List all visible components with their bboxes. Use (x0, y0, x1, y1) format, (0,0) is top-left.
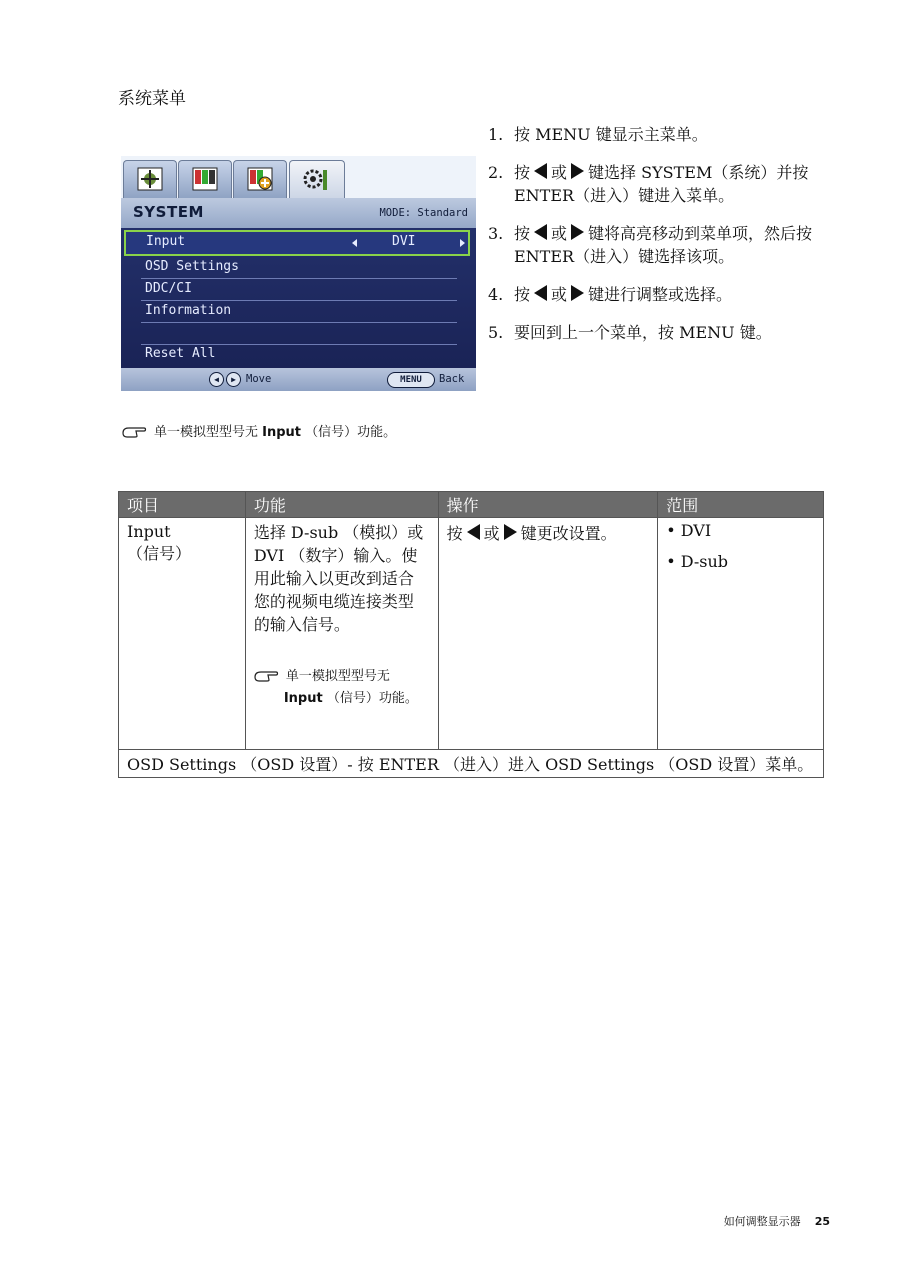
picture-icon (192, 167, 218, 191)
step-1 (488, 123, 833, 146)
step-text: 键进行调整或选择。 (588, 285, 733, 304)
table-header-row (119, 492, 824, 518)
step-text: 按 (514, 163, 531, 182)
osd-item-information (125, 300, 455, 322)
step-4 (488, 283, 833, 306)
left-triangle-icon (534, 224, 547, 240)
pointing-hand-icon (254, 668, 280, 682)
osd-item-label: Information (145, 303, 232, 318)
step-number: 2. (488, 163, 504, 182)
note (122, 421, 396, 440)
left-triangle-icon (467, 524, 480, 540)
osd-footer-move: Move (246, 373, 272, 385)
step-text: 按 (514, 224, 531, 243)
step-text: 或 (551, 163, 568, 182)
note-text: 单一模拟型型号无 (285, 669, 390, 684)
note-text: （信号）功能。 (301, 425, 397, 440)
osd-tab-picture-advanced (233, 160, 287, 198)
osd-item-label: Input (146, 234, 186, 249)
operation-text: 或 (483, 524, 500, 543)
pointing-hand-icon (122, 424, 148, 438)
right-button-icon: ▶ (226, 372, 241, 387)
step-text: 键选择 SYSTEM（系统）并按 ENTER（进入）键进入菜单。 (514, 163, 809, 205)
osd-item-ddc-ci (125, 278, 455, 300)
note-bold: Input (262, 425, 302, 440)
left-button-icon: ◀ (209, 372, 224, 387)
osd-tab-picture (178, 160, 232, 198)
step-text: 或 (551, 224, 568, 243)
osd-tab-system (289, 160, 345, 198)
range-cell (658, 518, 824, 750)
settings-table (118, 491, 824, 778)
right-arrow-icon (460, 239, 465, 247)
step-text: 键将高亮移动到菜单项，然后按 ENTER（进入）键选择该项。 (514, 224, 813, 266)
operation-cell (438, 518, 658, 750)
column-header: 功能 (245, 492, 438, 518)
osd-tab-display (123, 160, 177, 198)
menu-button-icon: MENU (387, 372, 435, 388)
table-row (119, 750, 824, 778)
left-triangle-icon (534, 285, 547, 301)
left-triangle-icon (534, 163, 547, 179)
steps-list (488, 123, 833, 359)
step-text: 按 (514, 285, 531, 304)
range-item: • D-sub (666, 552, 729, 571)
right-triangle-icon (504, 524, 517, 540)
operation-text: 按 (446, 524, 463, 543)
operation-text: 键更改设置。 (520, 524, 617, 543)
osd-item-label: DDC/CI (145, 281, 192, 296)
right-triangle-icon (571, 285, 584, 301)
osd-settings-text: OSD Settings （OSD 设置）- 按 ENTER （进入）进入 OSD Settings （OSD 设置）菜单。 (127, 755, 814, 774)
function-cell (245, 518, 438, 750)
footer-label: 如何调整显示器 (723, 1215, 801, 1228)
picture-advanced-icon (247, 167, 273, 191)
osd-item-label: OSD Settings (145, 259, 239, 274)
step-number: 1. (488, 125, 504, 144)
step-2 (488, 161, 833, 207)
page-number: 25 (814, 1215, 830, 1228)
column-header: 项目 (119, 492, 246, 518)
gear-icon (303, 167, 329, 191)
function-text: 选择 D-sub （模拟）或 DVI （数字）输入。使用此输入以更改到适合您的视频电缆连接类型的输入信号。 (253, 523, 424, 634)
osd-item-reset-all (125, 343, 455, 365)
step-number: 4. (488, 285, 504, 304)
column-header: 范围 (658, 492, 824, 518)
osd-list (121, 228, 476, 368)
note-bold: Input (283, 691, 323, 706)
right-triangle-icon (571, 163, 584, 179)
osd-header (121, 198, 476, 228)
step-3 (488, 222, 833, 268)
step-text: 要回到上一个菜单，按 MENU 键。 (514, 323, 772, 342)
osd-item-blank (125, 322, 455, 344)
step-text: 或 (551, 285, 568, 304)
osd-settings-row (119, 750, 824, 778)
left-arrow-icon (352, 239, 357, 247)
osd-item-label: Reset All (145, 346, 216, 361)
osd-footer-back: Back (439, 373, 465, 385)
step-number: 5. (488, 323, 504, 342)
step-text: 按 MENU 键显示主菜单。 (514, 125, 708, 144)
column-header: 操作 (438, 492, 658, 518)
osd-item-value: DVI (392, 234, 416, 249)
osd-item-input (124, 230, 470, 256)
note-text: 单一模拟型型号无 (154, 425, 263, 440)
range-item: • DVI (666, 521, 712, 540)
note-text: （信号）功能。 (322, 691, 418, 706)
osd-item-osd-settings (125, 256, 455, 278)
table-row (119, 518, 824, 750)
osd-tab-bar (121, 156, 476, 198)
right-triangle-icon (571, 224, 584, 240)
function-note (254, 666, 430, 710)
item-cell (119, 518, 246, 750)
osd-menu-image (121, 156, 476, 391)
osd-mode: MODE: Standard (379, 207, 468, 219)
section-title: 系统菜单 (118, 89, 186, 109)
page-footer (724, 1213, 830, 1229)
item-text: Input （信号） (127, 522, 192, 563)
step-number: 3. (488, 224, 504, 243)
step-5 (488, 321, 833, 344)
display-adjust-icon (137, 167, 163, 191)
osd-title: SYSTEM (133, 203, 204, 221)
osd-footer (121, 368, 476, 391)
